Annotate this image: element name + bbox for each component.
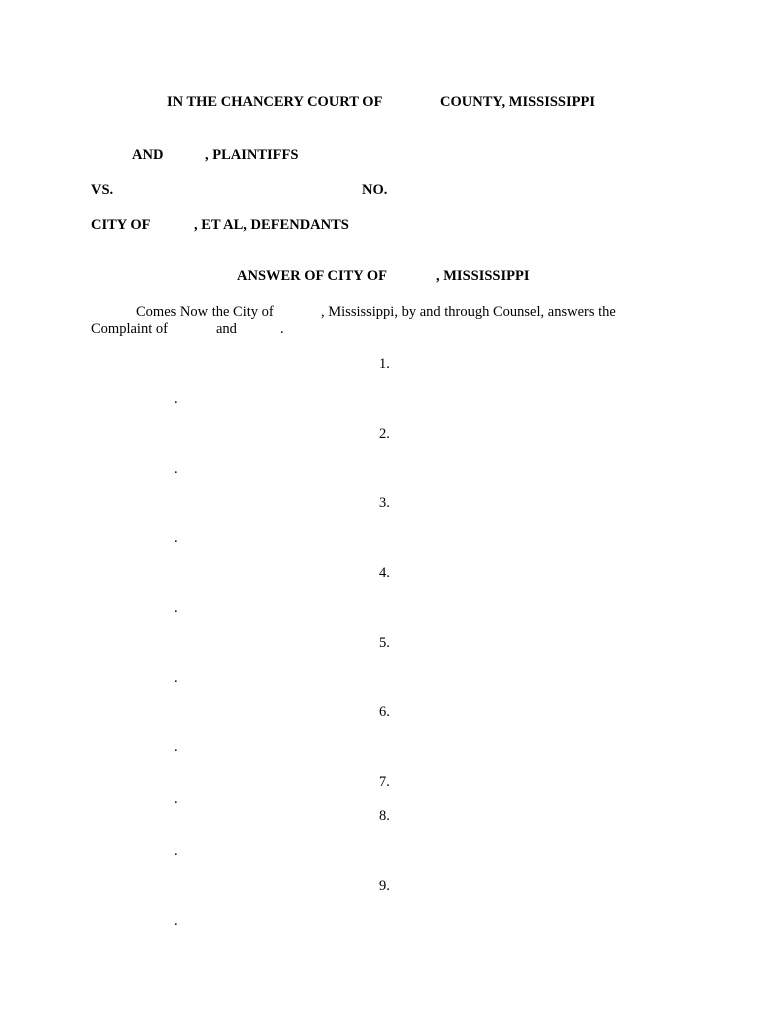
paragraph-text: . [174,913,178,929]
paragraph-number: 3. [379,495,390,511]
paragraph-number: 4. [379,565,390,581]
court-heading-prefix: IN THE CHANCERY COURT OF [167,94,383,110]
paragraph-number: 8. [379,808,390,824]
paragraph-text: . [174,843,178,859]
versus-label: VS. [91,182,114,198]
intro-text-2: , Mississippi, by and through Counsel, answers the [321,304,616,320]
paragraph-text: . [174,600,178,616]
paragraph-number: 7. [379,774,390,790]
intro-text-3: Complaint of [91,321,168,337]
defendants-label: , ET AL, DEFENDANTS [194,217,349,233]
case-number-label: NO. [362,182,388,198]
paragraph-number: 2. [379,426,390,442]
document-title-suffix: , MISSISSIPPI [436,268,530,284]
paragraph-text: . [174,391,178,407]
paragraph-text: . [174,739,178,755]
paragraph-text: . [174,461,178,477]
paragraph-text: . [174,791,178,807]
plaintiffs-label: , PLAINTIFFS [205,147,299,163]
paragraph-text: . [174,670,178,686]
intro-text-5: . [280,321,284,337]
plaintiffs-and: AND [132,147,164,163]
paragraph-number: 9. [379,878,390,894]
intro-text-4: and [216,321,237,337]
paragraph-number: 5. [379,635,390,651]
document-title-prefix: ANSWER OF CITY OF [237,268,387,284]
defendants-prefix: CITY OF [91,217,151,233]
paragraph-number: 1. [379,356,390,372]
paragraph-number: 6. [379,704,390,720]
court-heading-suffix: COUNTY, MISSISSIPPI [440,94,595,110]
intro-text-1: Comes Now the City of [136,304,274,320]
paragraph-text: . [174,530,178,546]
